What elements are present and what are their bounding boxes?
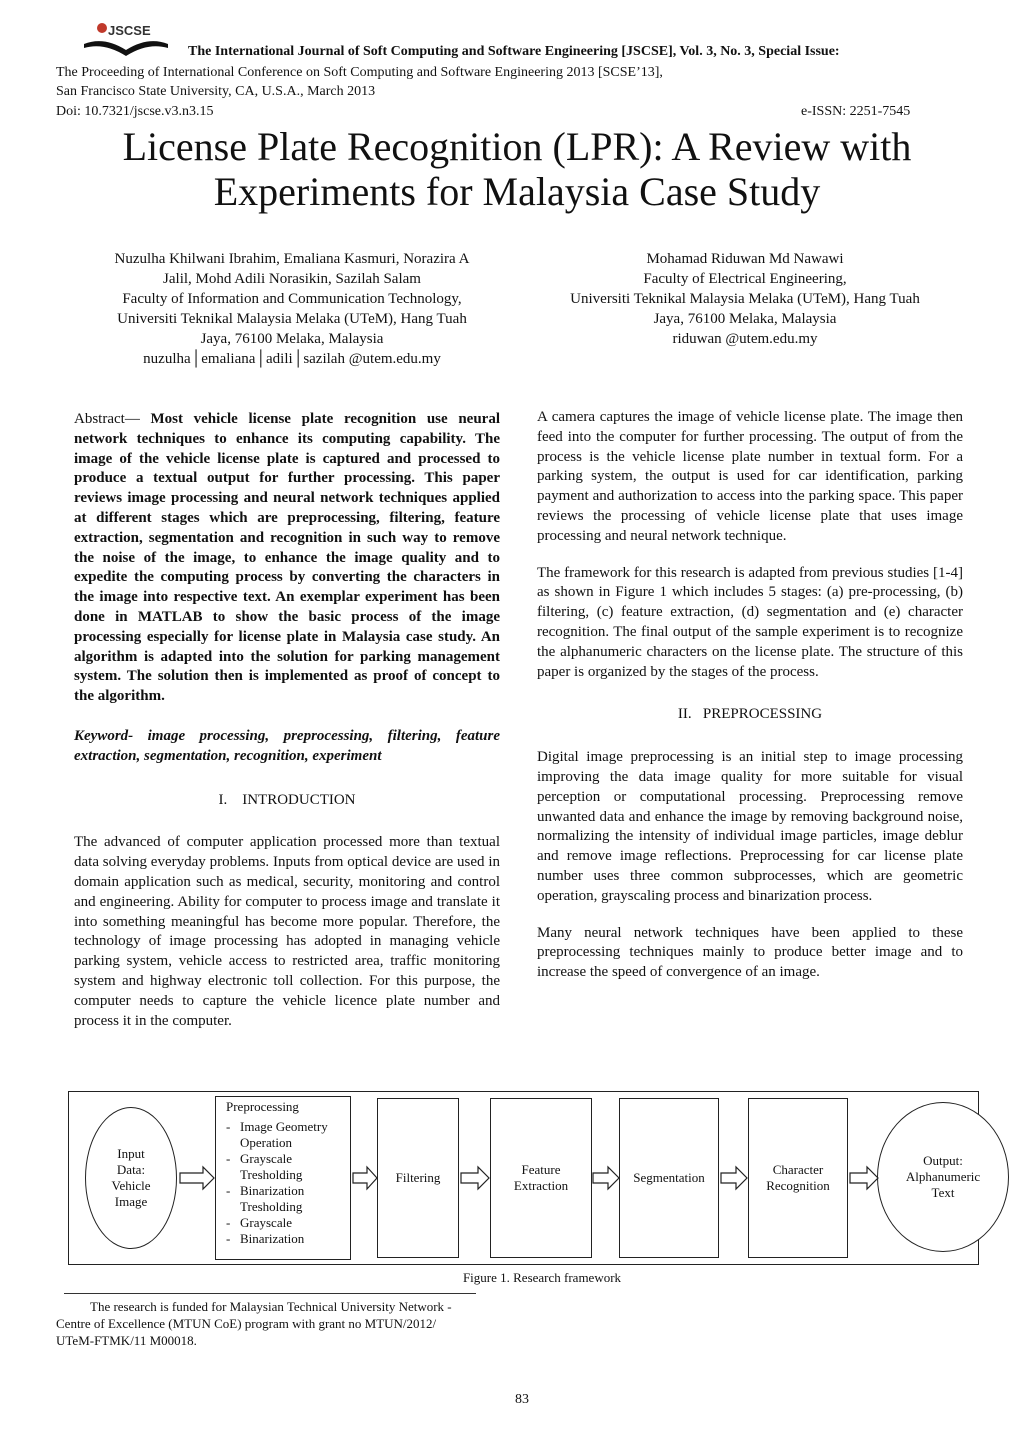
left-column <box>74 410 500 1031</box>
abstract-text: Most vehicle license plate recognition use neural network techniques to enhance its computing capability. The image of the vehicle license plate is captured and processed to produce a textual output for further processing. This paper reviews image processing and neural network techniques applied at different stages which are preprocessing, filtering, feature extraction, segmentation and recognition in such way to remove the noise of the image, to enhance the image quality and to expedite the computing process by converting the characters in the image into respective text. An exemplar experiment has been done in MATLAB to show the basic process of the image processing especially for license plate in Malaysia case study. An algorithm is adapted into the solution for parking management system. The solution then is implemented as proof of concept to the algorithm. <box>74 411 500 705</box>
authors-right <box>532 249 958 349</box>
node-text: Input <box>117 1146 145 1161</box>
section-heading-introduction: I. INTRODUCTION <box>218 791 356 808</box>
feature-extraction-node <box>490 1098 592 1258</box>
node-text: Data: <box>116 1162 146 1177</box>
author-line: Universiti Teknikal Malaysia Melaka (UTeM), Hang Tuah <box>570 291 920 307</box>
footnote-line: UTeM-FTMK/11 M00018. <box>56 1333 197 1348</box>
preprocessing-node <box>215 1096 351 1260</box>
right-column <box>537 408 963 983</box>
flow-arrow <box>460 1165 490 1191</box>
node-text: Extraction <box>513 1178 569 1193</box>
node-text: Output: <box>923 1153 963 1168</box>
author-line: Faculty of Information and Communication Technology, <box>122 291 462 307</box>
section-heading-preprocessing: II. PREPROCESSING <box>677 706 823 723</box>
author-line: Jalil, Mohd Adili Norasikin, Sazilah Salam <box>163 271 421 287</box>
filtering-node <box>377 1098 459 1258</box>
page-number: 83 <box>515 1392 529 1407</box>
authors-left <box>70 249 514 369</box>
preprocessing-item: - Grayscale <box>226 1215 340 1231</box>
introduction-paragraph: The advanced of computer application processed more than textual data solving everyday problems. Inputs from optical device are used in domain application such as medical, security, monitoring and control and engineering. Ability for computer to process image and translate it into something meaningful has become more popular. Therefore, the technology of image processing has adopted in managing vehicle parking system, vehicle access to restricted area, traffic monitoring system and highway electronic toll collection. For this purpose, the computer needs to capture the vehicle licence plate number and process it in the computer. <box>74 834 500 1029</box>
flow-arrow <box>720 1165 748 1191</box>
paragraph: The framework for this research is adapted from previous studies [1-4] as shown in Figure 1 which includes 5 stages: (a) pre-processing, (b) filtering, (c) feature extraction, (d) segmentation and (e) character recognition. The final output of the sample experiment is to recognize the alphanumeric characters on the license plate. The structure of this paper is organized by the stages of the process. <box>537 564 963 680</box>
preprocessing-list <box>226 1119 340 1247</box>
segmentation-node <box>619 1098 719 1258</box>
footnote-line: Centre of Excellence (MTUN CoE) program with grant no MTUN/2012/ <box>56 1316 437 1331</box>
node-text: Alphanumeric <box>905 1169 981 1184</box>
author-line: Mohamad Riduwan Md Nawawi <box>646 251 844 267</box>
preprocessing-item: - Image Geometry Operation <box>226 1119 340 1151</box>
abstract-label: Abstract— <box>74 411 140 427</box>
node-text: Text <box>931 1185 955 1200</box>
preprocessing-item: - Binarization <box>226 1231 340 1247</box>
author-line: Faculty of Electrical Engineering, <box>643 271 847 287</box>
title-line-2: Experiments for Malaysia Case Study <box>213 169 821 214</box>
preprocessing-item: - Binarization Tresholding <box>226 1183 340 1215</box>
flow-arrow <box>352 1165 378 1191</box>
paragraph: A camera captures the image of vehicle license plate. The image then feed into the computer for further processing. The output of from the process is the vehicle license plate number in textual form. For a parking system, the output is used for car identification, parking payment and authorization to access into the parking space. This paper reviews the processing of vehicle license plate that uses image processing and neural network technique. <box>537 409 963 544</box>
keywords: Keyword- image processing, preprocessing, filtering, feature extraction, segmentation, recognition, experiment <box>74 727 500 764</box>
flow-arrow <box>179 1165 215 1191</box>
node-text: Image <box>114 1194 148 1209</box>
node-text: Feature <box>521 1162 561 1177</box>
abstract <box>74 410 500 707</box>
node-text: Recognition <box>766 1178 830 1193</box>
input-data-node <box>85 1107 177 1249</box>
author-line: Jaya, 76100 Melaka, Malaysia <box>200 331 384 347</box>
preprocessing-item: - Grayscale Tresholding <box>226 1151 340 1183</box>
author-email: riduwan @utem.edu.my <box>672 331 818 347</box>
proceeding-line: The Proceeding of International Conference on Soft Computing and Software Engineering 2013 [SCSE’13], <box>56 65 663 80</box>
preprocessing-title: Preprocessing <box>226 1099 299 1114</box>
author-line: Jaya, 76100 Melaka, Malaysia <box>653 311 837 327</box>
journal-name: The International Journal of Soft Computing and Software Engineering [JSCSE], Vol. 3, No. 3, Special Issue: <box>188 44 840 59</box>
flow-arrow <box>849 1165 879 1191</box>
node-text: Vehicle <box>111 1178 151 1193</box>
node-text: Segmentation <box>633 1170 705 1185</box>
paragraph: Digital image preprocessing is an initial step to image processing improving the data image quality for more suitable for visual perception or computational processing. Preprocessing remove unwanted data and enhance the image by removing background noise, normalizing the intensity of individual image particles, image deblur and remove image reflections. Preprocessing for car license plate number uses three common subprocesses, which are geometric operation, grayscaling process and binarization process. <box>537 749 963 904</box>
title-line-1: License Plate Recognition (LPR): A Review with <box>122 124 912 169</box>
paragraph: Many neural network techniques have been applied to these preprocessing techniques mainly to produce better image and to increase the speed of convergence of an image. <box>537 924 963 981</box>
logo-text: JSCSE <box>108 23 151 38</box>
footnote-line: The research is funded for Malaysian Technical University Network - <box>90 1299 452 1314</box>
location-line: San Francisco State University, CA, U.S.A., March 2013 <box>56 84 376 99</box>
figure-caption: Figure 1. Research framework <box>462 1270 622 1285</box>
footnote <box>56 1298 476 1349</box>
author-line: Nuzulha Khilwani Ibrahim, Emaliana Kasmuri, Norazira A <box>114 251 470 267</box>
journal-logo <box>80 20 172 60</box>
node-text: Filtering <box>395 1170 441 1185</box>
eissn-line: e-ISSN: 2251-7545 <box>801 104 911 119</box>
paper-title <box>40 124 994 214</box>
character-recognition-node <box>748 1098 848 1258</box>
author-email: nuzulha│emaliana│adili│sazilah @utem.edu.my <box>143 351 441 367</box>
figure-research-framework <box>68 1091 979 1265</box>
output-node <box>877 1102 1009 1252</box>
author-line: Universiti Teknikal Malaysia Melaka (UTeM), Hang Tuah <box>117 311 467 327</box>
node-text: Character <box>772 1162 824 1177</box>
doi-line: Doi: 10.7321/jscse.v3.n3.15 <box>56 104 214 119</box>
footnote-rule <box>64 1293 476 1294</box>
flow-arrow <box>592 1165 620 1191</box>
